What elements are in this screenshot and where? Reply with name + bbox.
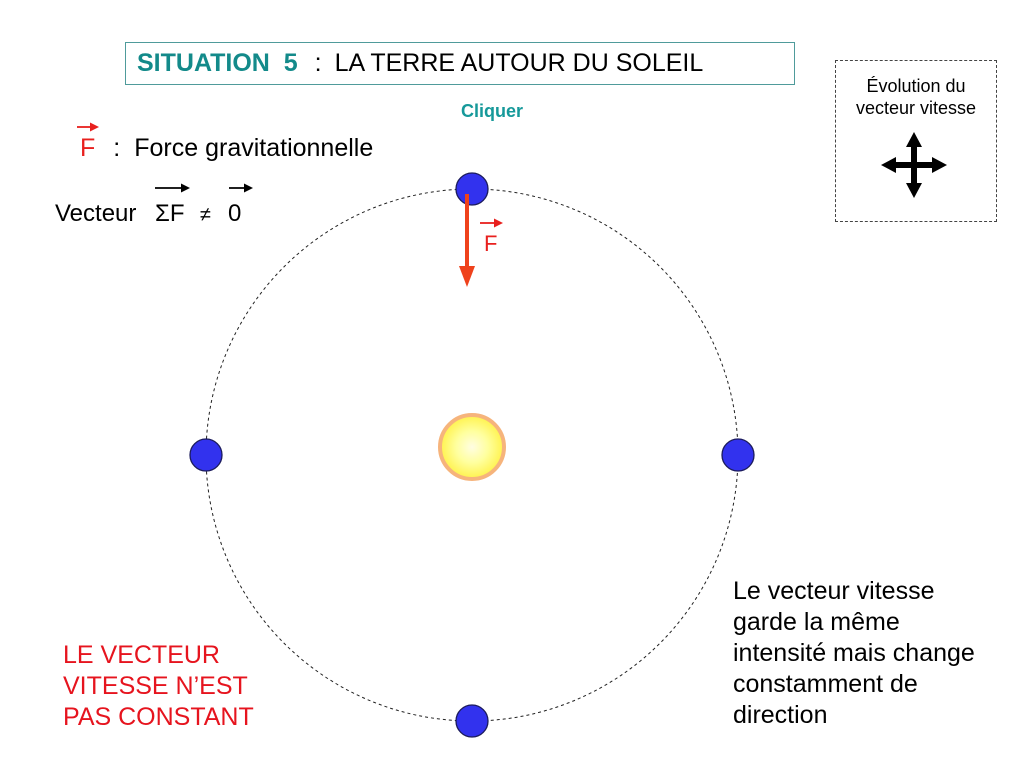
title-situation-label: SITUATION 5: [137, 49, 298, 77]
force-arrow-label: F: [484, 231, 498, 256]
explanation-text: [733, 576, 975, 731]
earth-bottom: [456, 705, 488, 737]
earth-right: [722, 439, 754, 471]
explanation-line: Le vecteur vitesse: [733, 577, 935, 605]
title-subject: LA TERRE AUTOUR DU SOLEIL: [334, 49, 704, 77]
explanation-line: direction: [733, 701, 828, 729]
evolution-label-line-1: Évolution du: [866, 76, 966, 96]
conclusion-line: PAS CONSTANT: [63, 703, 254, 731]
explanation-line: constamment de: [733, 670, 918, 698]
click-prompt-button[interactable]: Cliquer: [460, 101, 523, 121]
conclusion-line: LE VECTEUR: [63, 641, 220, 669]
force-legend: [80, 133, 373, 164]
title-separator: :: [314, 49, 322, 77]
zero-vector-arrow-icon: [229, 184, 253, 193]
velocity-evolution-button[interactable]: [835, 60, 997, 222]
explanation-line: garde la même: [733, 608, 900, 636]
sum-vector-arrow-icon: [155, 184, 190, 193]
four-way-arrow-icon: [879, 130, 949, 200]
legend-vector-arrow-icon: [77, 123, 99, 132]
earth-left: [190, 439, 222, 471]
force-vector-symbol: F: [80, 134, 96, 162]
force-legend-separator: :: [113, 134, 121, 162]
gravitational-force-arrow: [459, 194, 475, 287]
slide-title: [125, 42, 795, 85]
conclusion-text: [63, 640, 254, 733]
force-legend-name: Force gravitationnelle: [134, 134, 374, 162]
sum-force-vector-symbol: ΣF: [155, 200, 185, 227]
not-equal-sign: ≠: [200, 204, 211, 226]
sun: [440, 415, 504, 479]
evolution-label-line-2: vecteur vitesse: [855, 98, 977, 118]
diagram-force-vector-arrow-icon: [480, 219, 503, 228]
conclusion-line: VITESSE N’EST: [63, 672, 248, 700]
earth-top: [456, 173, 488, 205]
explanation-line: intensité mais change: [733, 639, 975, 667]
zero-vector-symbol: 0: [228, 200, 242, 227]
net-force-word: Vecteur: [55, 200, 137, 227]
